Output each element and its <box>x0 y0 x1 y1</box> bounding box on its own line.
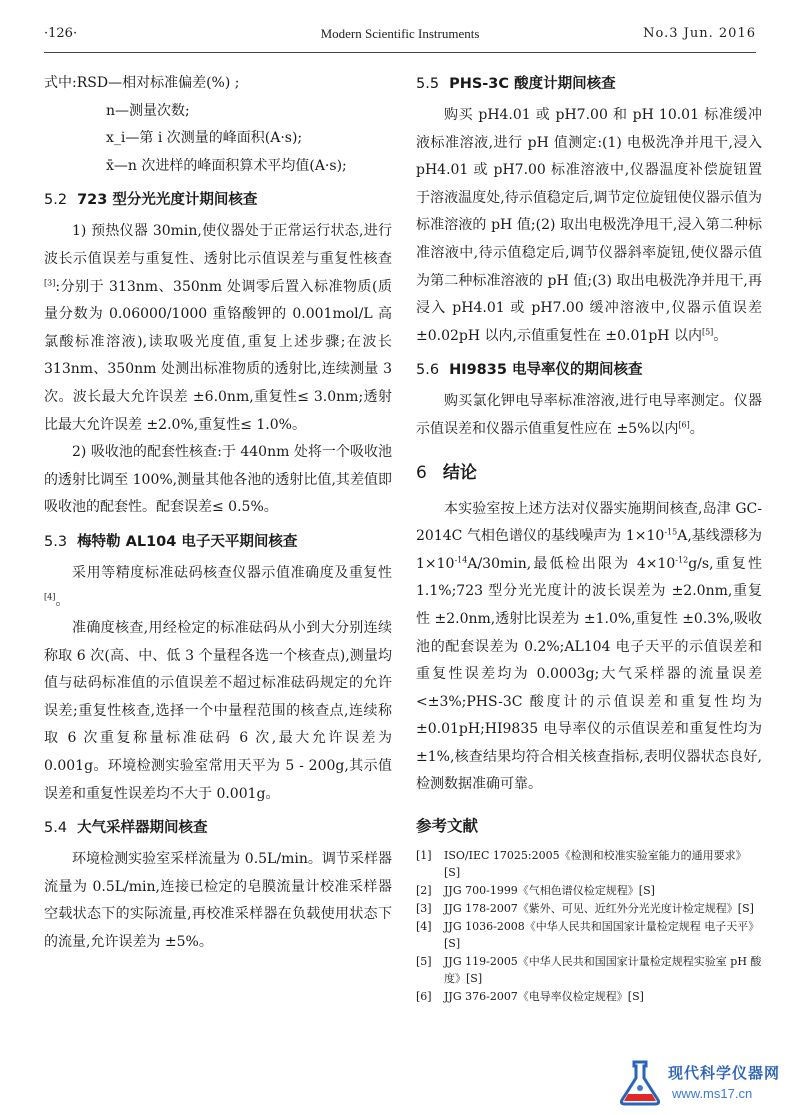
paragraph-text: 购买氯化钾电导率标准溶液,进行电导率测定。仪器示值误差和仪器示值重复性应在 ±5%以内 <box>416 393 762 437</box>
reference-number: [5] <box>416 955 432 969</box>
paragraph-text: 1) 预热仪器 30min,使仪器处于正常运行状态,进行波长示值误差与重复性、透射比示值误差与重复性核查 <box>44 223 392 267</box>
citation: [3] <box>44 277 56 287</box>
reference-item <box>416 882 762 899</box>
exponent: -15 <box>664 527 678 537</box>
watermark-url: www.ms17.cn <box>672 1086 753 1101</box>
citation: [6] <box>678 420 690 430</box>
reference-number: [1] <box>416 849 432 863</box>
formula-legend <box>44 70 392 180</box>
reference-text: JJG 178-2007《紫外、可见、近红外分光光度计检定规程》[S] <box>444 902 754 916</box>
paragraph: 准确度核查,用经检定的标准砝码从小到大分别连续称取 6 次(高、中、低 3 个量程各选一个核查点),测量均值与砝码标准值的示值误差不超过标准砝码规定的允许误差;重复性核查,选择一个中量程范围的核查点,连续称取 6 次重复称量标准砝码 6 次,最大允许误差为 0.001g。环境检测实验室常用天平为 5 - 200g,其示值误差和重复性误差均不大于 0.001g。 <box>44 620 392 802</box>
section-title: 梅特勒 AL104 电子天平期间核查 <box>77 533 298 550</box>
watermark-name: 现代科学仪器网 <box>668 1064 781 1082</box>
reference-number: [2] <box>416 884 432 898</box>
reference-number: [3] <box>416 902 432 916</box>
reference-item <box>416 847 762 881</box>
section-title: HI9835 电导率仪的期间核查 <box>449 362 643 379</box>
flask-icon <box>614 1056 666 1108</box>
paragraph <box>416 388 762 443</box>
paragraph <box>44 560 392 615</box>
section-title: 723 型分光光度计期间核查 <box>77 192 258 209</box>
citation: [5] <box>701 327 714 337</box>
issue-info: No.3 Jun. 2016 <box>643 26 756 41</box>
citation: [4] <box>44 591 56 601</box>
paragraph: 环境检测实验室采样流量为 0.5L/min。调节采样器流量为 0.5L/min,连接已检定的皂膜流量计校准采样器空载状态下的实际流量,再校准采样器在负载使用状态下的流量,允许误差为 ±5%。 <box>44 851 392 951</box>
exponent: -12 <box>675 555 689 565</box>
section-heading <box>44 186 392 214</box>
reference-text: JJG 700-1999《气相色谱仪检定规程》[S] <box>444 884 655 898</box>
section-heading <box>416 356 762 384</box>
paragraph-text: 。 <box>713 327 728 344</box>
chapter-title: 结论 <box>442 462 477 483</box>
paragraph-text: A/30min,最低检出限为 4×10 <box>467 555 676 572</box>
paragraph-text: 购买 pH4.01 或 pH7.00 和 pH 10.01 标准缓冲液标准溶液,进行 pH 值测定:(1) 电极洗净并甩干,浸入 pH4.01 或 pH7.00 标准溶液中,仪器温度补偿旋钮置于溶液温度处,待示值稳定后,调节定位旋钮使仪器示值为标准溶液的 pH 值;(2) 取出电极洗净甩干,浸入第二种标准溶液中,待示值稳定后,调节仪器斜率旋钮,使仪器示值为第二种标准溶液的 pH 值;(3) 取出电极洗净并甩干,再浸入 pH4.01 或 pH7.00 缓冲溶液中,仪器示值误差 ±0.02pH 以内,示值重复性在 ±0.01pH 以内 <box>416 107 762 344</box>
reference-number: [6] <box>416 990 432 1004</box>
section-title: PHS-3C 酸度计期间核查 <box>449 76 616 92</box>
reference-number: [4] <box>416 920 432 934</box>
section-heading <box>416 70 762 98</box>
section-title: 大气采样器期间核查 <box>77 820 208 837</box>
paragraph <box>416 496 762 800</box>
legend-line: 式中:RSD—相对标准偏差(%) ; <box>44 75 240 91</box>
exponent: -14 <box>454 555 468 565</box>
paragraph-text: 。 <box>55 592 70 609</box>
section-heading <box>44 814 392 842</box>
paragraph-text: 。 <box>689 420 704 437</box>
paragraph <box>44 218 392 439</box>
section-heading <box>44 528 392 556</box>
page-number: ·126· <box>44 26 78 41</box>
reference-item <box>416 900 762 917</box>
reference-text: JJG 119-2005《中华人民共和国国家计量检定规程实验室 pH 酸度》[S] <box>444 955 762 986</box>
paragraph: 2) 吸收池的配套性核查:于 440nm 处将一个吸收池的透射比调至 100%,测量其他各池的透射比值,其差值即吸收池的配套性。配套误差≤ 0.5%。 <box>44 444 392 516</box>
reference-text: JJG 1036-2008《中华人民共和国国家计量检定规程 电子天平》[S] <box>444 920 760 951</box>
reference-item <box>416 918 762 952</box>
paragraph-text: g/s,重复性 1.1%;723 型分光光度计的波长误差为 ±2.0nm,重复性 ±2.0nm,透射比误差为 ±1.0%,重复性 ±0.3%,吸收池的配套误差为 0.2%;AL104 电子天平的示值误差和重复性误差均为 0.0003g;大气采样器的流量误差<±3%;PHS-3C 酸度计的示值误差和重复性均为 ±0.01pH;HI9835 电导率仪的示值误差和重复性均为 ±1%,核查结果均符合相关核查指标,表明仪器状态良好,检测数据准确可靠。 <box>416 555 762 793</box>
left-column <box>44 70 392 957</box>
right-column <box>416 70 762 1006</box>
references-heading: 参考文献 <box>416 817 479 836</box>
reference-text: JJG 376-2007《电导率仪检定规程》[S] <box>444 990 644 1004</box>
running-head <box>44 26 756 48</box>
legend-line: x_i—第 i 次测量的峰面积(A·s); <box>106 130 303 147</box>
journal-title: Modern Scientific Instruments <box>320 26 480 41</box>
chapter-number: 6 <box>416 462 427 483</box>
reference-item <box>416 988 762 1005</box>
reference-text: ISO/IEC 17025:2005《检测和校准实验室能力的通用要求》[S] <box>444 849 747 880</box>
watermark-logo <box>614 1056 794 1108</box>
paragraph <box>416 102 762 350</box>
section-number: 5.4 <box>44 820 68 837</box>
legend-line: n—测量次数; <box>106 102 190 119</box>
header-rule <box>44 52 756 53</box>
paragraph-text: A,基线漂移为 1×10 <box>416 528 762 572</box>
paragraph-text: :分别于 313nm、350nm 处调零后置入标准物质(质量分数为 0.06000/1000 重铬酸钾的 0.001mol/L 高氯酸标准溶液),读取吸光度值,重复上述步骤;在波长 313nm、350nm 处测出标准物质的透射比,连续测量 3 次。波长最大允许误差 ±6.0nm,重复性≤ 3.0nm;透射比最大允许误差 ±2.0%,重复性≤ 1.0%。 <box>44 278 392 433</box>
legend-line: x̄—n 次进样的峰面积算术平均值(A·s); <box>106 157 347 174</box>
section-number: 5.3 <box>44 533 68 550</box>
section-number: 5.2 <box>44 192 68 209</box>
chapter-heading <box>416 458 762 488</box>
reference-item <box>416 953 762 987</box>
section-number: 5.6 <box>416 362 440 379</box>
paragraph-text: 本实验室按上述方法对仪器实施期间核查,岛津 GC-2014C 气相色谱仪的基线噪声为 1×10 <box>416 500 762 545</box>
paragraph-text: 采用等精度标准砝码核查仪器示值准确度及重复性 <box>72 564 392 581</box>
section-number: 5.5 <box>416 76 440 92</box>
reference-list <box>416 847 762 1005</box>
